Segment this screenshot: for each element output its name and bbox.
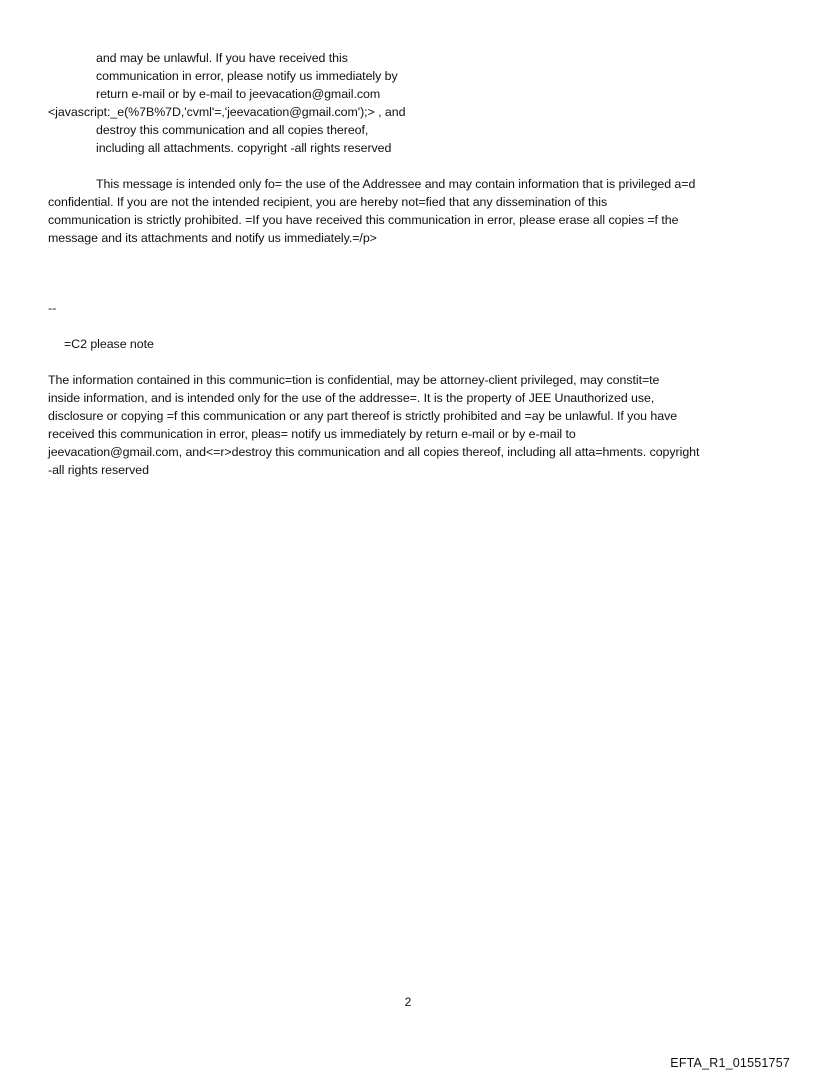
paragraph-line: inside information, and is intended only for the use of the addresse=. It is the property of JEE Unauthorized use, bbox=[48, 391, 655, 405]
paragraph-line: The information contained in this communic=tion is confidential, may be attorney-client privileged, may constit=te bbox=[48, 373, 660, 387]
disclaimer-line: and may be unlawful. If you have received this bbox=[96, 51, 348, 65]
paragraph-line: received this communication in error, pleas= notify us immediately by return e-mail or by e-mail to bbox=[48, 427, 576, 441]
page-number: 2 bbox=[404, 995, 412, 1009]
paragraph-line: confidential. If you are not the intended recipient, you are hereby not=fied that any dissemination of this bbox=[48, 195, 608, 209]
document-id-footer: EFTA_R1_01551757 bbox=[670, 1056, 790, 1070]
disclaimer-line: destroy this communication and all copies thereof, bbox=[96, 123, 369, 137]
disclaimer-line: communication in error, please notify us immediately by bbox=[96, 69, 398, 83]
signature-separator: -- bbox=[48, 301, 57, 315]
paragraph-line: This message is intended only fo= the use of the Addressee and may contain information that is privileged a=d bbox=[96, 177, 696, 191]
paragraph-line: communication is strictly prohibited. =If you have received this communication in error, please erase all copies =f the bbox=[48, 213, 679, 227]
paragraph-line: jeevacation@gmail.com, and<=r>destroy this communication and all copies thereof, including all atta=hments. copyright bbox=[48, 445, 700, 459]
please-note-heading: =C2 please note bbox=[64, 337, 154, 351]
paragraph-line: -all rights reserved bbox=[48, 463, 149, 477]
disclaimer-line: <javascript:_e(%7B%7D,'cvml'=,'jeevacation@gmail.com');> , and bbox=[48, 105, 406, 119]
paragraph-line: message and its attachments and notify us immediately.=/p> bbox=[48, 231, 377, 245]
disclaimer-line: return e-mail or by e-mail to jeevacation@gmail.com bbox=[96, 87, 381, 101]
disclaimer-line: including all attachments. copyright -all rights reserved bbox=[96, 141, 392, 155]
paragraph-line: disclosure or copying =f this communication or any part thereof is strictly prohibited and =ay be unlawful. If you have bbox=[48, 409, 678, 423]
